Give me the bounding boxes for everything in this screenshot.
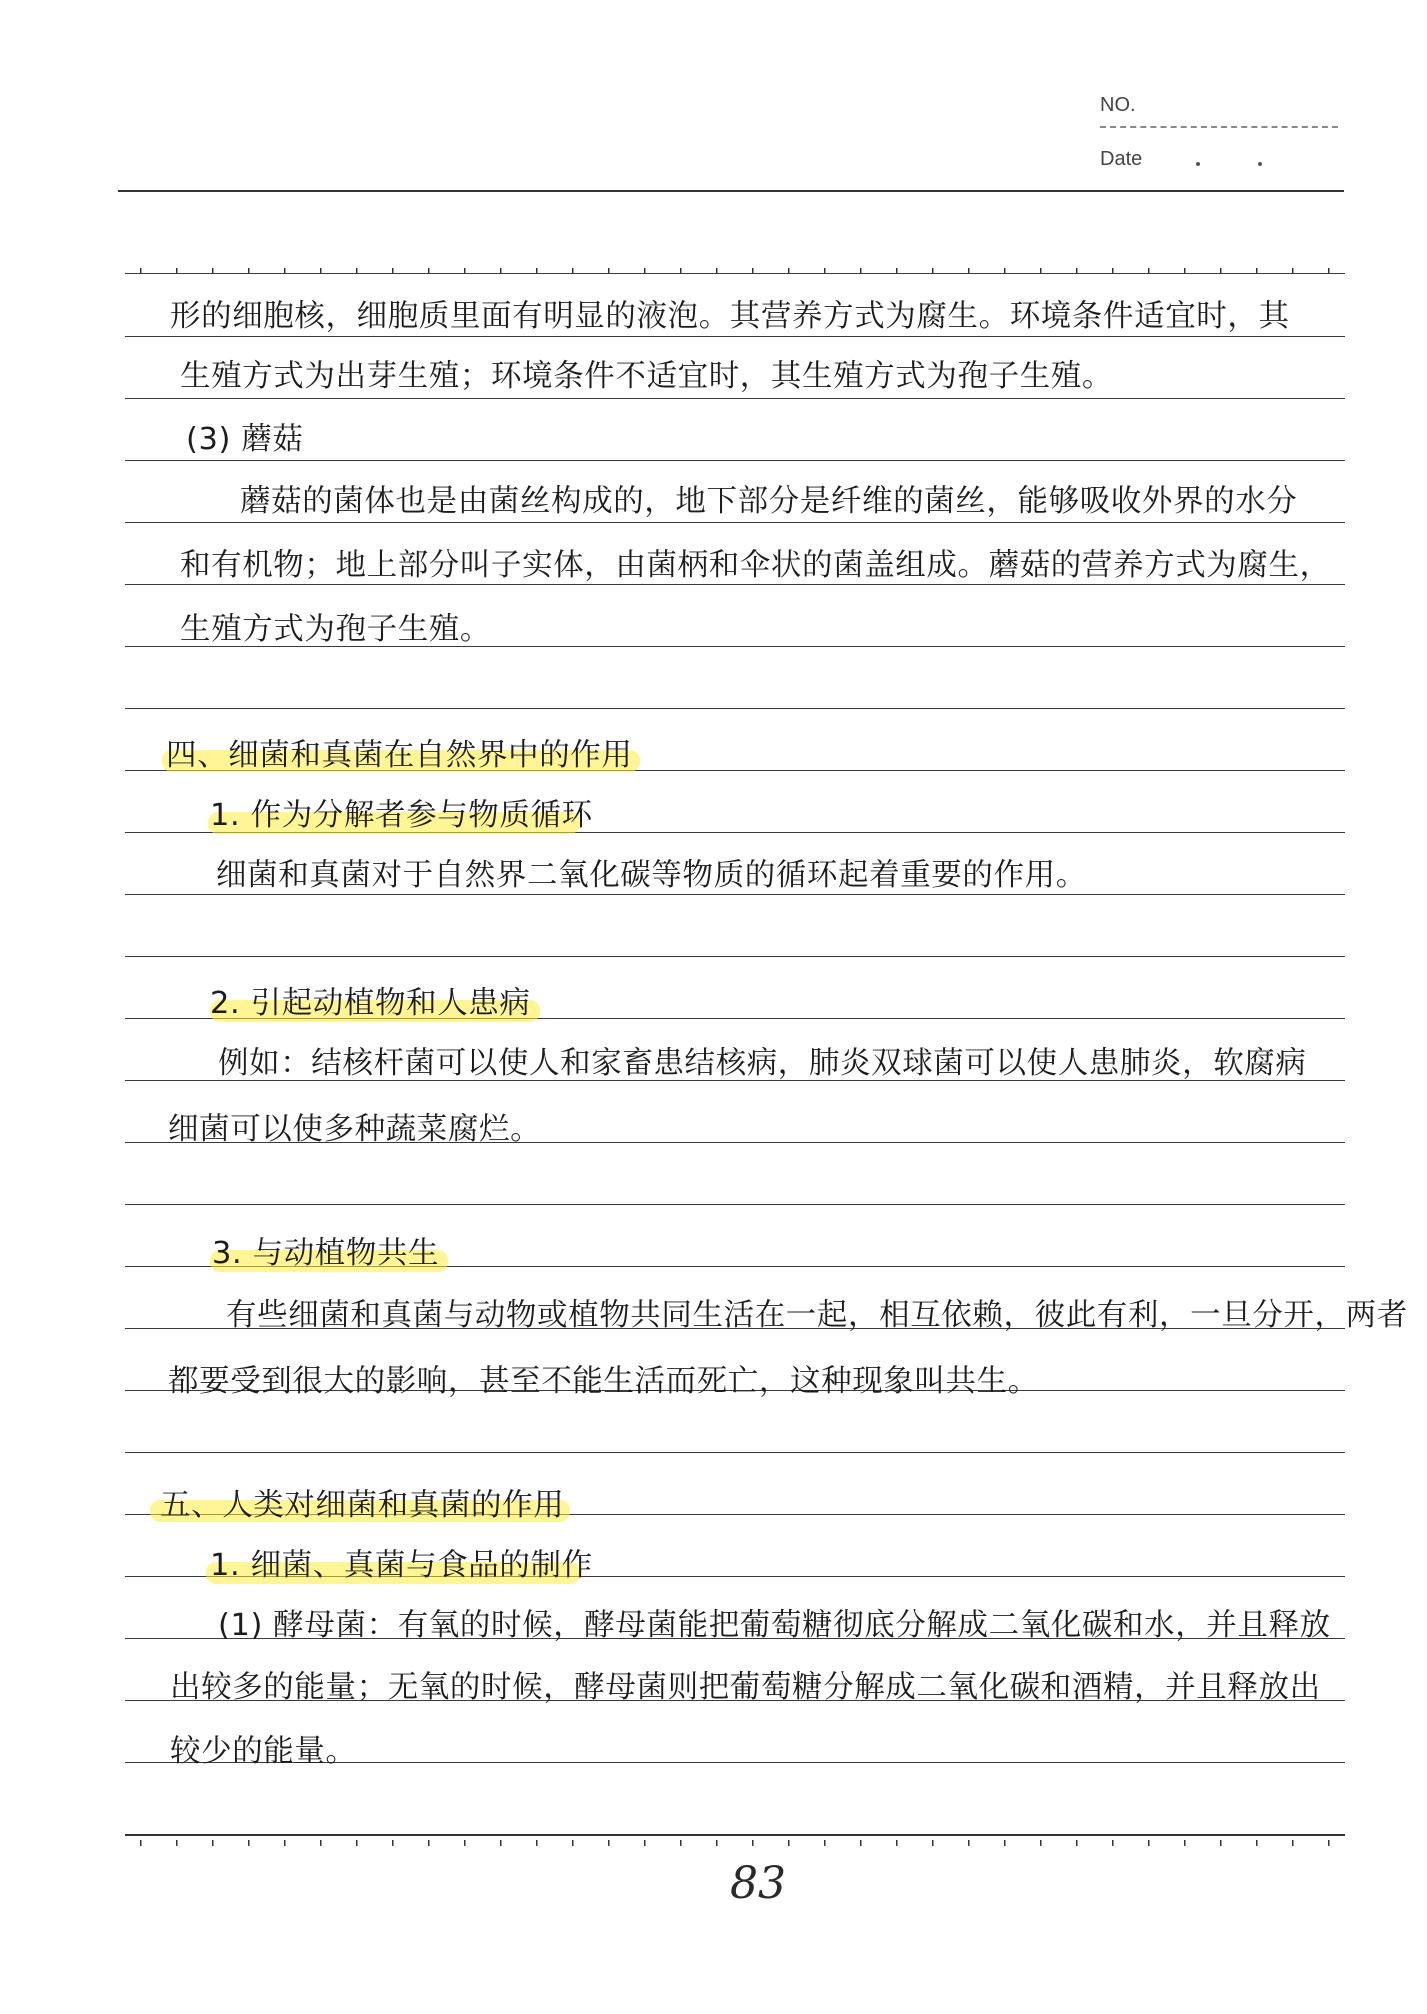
bottom-rule [125, 1834, 1345, 1836]
ruled-line [125, 708, 1345, 709]
text-line: 蘑菇的菌体也是由菌丝构成的，地下部分是纤维的菌丝，能够吸收外界的水分 [240, 484, 1298, 519]
text-line: 较少的能量。 [170, 1734, 357, 1769]
section-heading: 五、人类对细菌和真菌的作用 [160, 1488, 565, 1523]
subsection-heading: 3. 与动植物共生 [212, 1236, 440, 1271]
ruled-line [125, 956, 1345, 957]
text-line: 细菌和真菌对于自然界二氧化碳等物质的循环起着重要的作用。 [216, 858, 1087, 893]
tick-row [140, 1840, 1330, 1846]
ruled-line [125, 398, 1345, 399]
ruled-line [125, 1452, 1345, 1453]
ruled-line [125, 273, 1345, 274]
no-label: NO. [1100, 94, 1136, 116]
text-line: 细菌可以使多种蔬菜腐烂。 [168, 1112, 542, 1147]
text-line: 生殖方式为出芽生殖；环境条件不适宜时，其生殖方式为孢子生殖。 [180, 359, 1113, 394]
text-line: (1) 酵母菌：有氧的时候，酵母菌能把葡萄糖彻底分解成二氧化碳和水，并且释放 [218, 1608, 1331, 1643]
header-divider [1100, 126, 1338, 128]
subsection-heading: 1. 作为分解者参与物质循环 [210, 798, 593, 833]
date-dot [1196, 162, 1200, 166]
text-line: 例如：结核杆菌可以使人和家畜患结核病，肺炎双球菌可以使人患肺炎，软腐病 [218, 1046, 1307, 1081]
subheading: (3) 蘑菇 [186, 422, 304, 457]
text-line: 都要受到很大的影响，甚至不能生活而死亡，这种现象叫共生。 [168, 1364, 1039, 1399]
section-heading: 四、细菌和真菌在自然界中的作用 [166, 738, 633, 773]
ruled-line [125, 1204, 1345, 1205]
subsection-heading: 2. 引起动植物和人患病 [210, 986, 531, 1021]
date-dot [1258, 162, 1262, 166]
text-line: 形的细胞核，细胞质里面有明显的液泡。其营养方式为腐生。环境条件适宜时，其 [170, 299, 1290, 334]
text-line: 和有机物；地上部分叫子实体，由菌柄和伞状的菌盖组成。蘑菇的营养方式为腐生， [180, 548, 1331, 583]
ruled-line [125, 460, 1345, 461]
ruled-line [125, 522, 1345, 523]
text-line: 生殖方式为孢子生殖。 [180, 612, 491, 647]
subsection-heading: 1. 细菌、真菌与食品的制作 [210, 1548, 593, 1583]
text-line: 出较多的能量；无氧的时候，酵母菌则把葡萄糖分解成二氧化碳和酒精，并且释放出 [170, 1670, 1321, 1705]
top-rule [118, 190, 1344, 192]
date-label: Date [1100, 148, 1143, 170]
page-number: 83 [730, 1858, 786, 1909]
text-line: 有些细菌和真菌与动物或植物共同生活在一起，相互依赖，彼此有利，一旦分开，两者 [226, 1298, 1408, 1333]
